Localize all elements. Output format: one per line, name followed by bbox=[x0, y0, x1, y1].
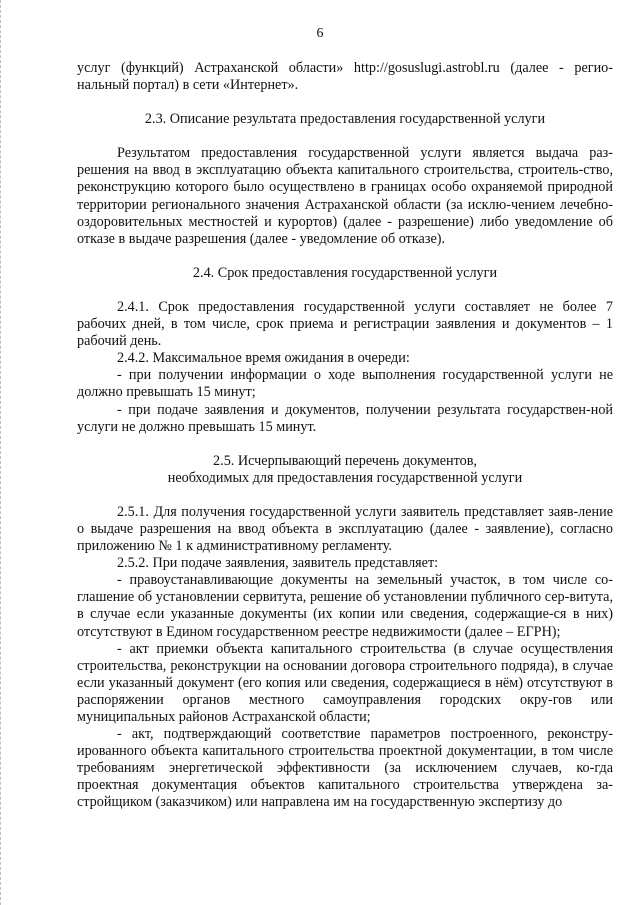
spacer bbox=[77, 487, 613, 504]
spacer bbox=[77, 94, 613, 111]
list-item-acceptance-act: - акт приемки объекта капитального строительства (в случае осуществления строительства, реконструкции на основании договора строительного подряда), в случае если указанный документ (его копия или сведения, содержащиеся в нём) отсутствуют в распоряжении органов местного самоуправления городских окру-гов или муниципальных районов Астраханской области; bbox=[77, 640, 613, 725]
list-item-land-documents: - правоустанавливающие документы на земельный участок, в том числе со-глашение об установлении сервитута, решение об установлении публичного сер-витута, в случае если указанные документы (их копии или сведения, содержащие-ся в них) отсутствуют в Едином государственном реестре недвижимости (далее – ЕГРН); bbox=[77, 572, 613, 640]
section-heading-2-5-line-1: 2.5. Исчерпывающий перечень документов, bbox=[213, 452, 477, 469]
list-item-info-wait: - при получении информации о ходе выполнения государственной услуги не должно превышать 15 минут; bbox=[77, 367, 613, 401]
section-heading-2-4: 2.4. Срок предоставления государственной услуги bbox=[192, 264, 498, 281]
paragraph-2-4-2: 2.4.2. Максимальное время ожидания в очереди: bbox=[117, 350, 410, 367]
list-item-compliance-act: - акт, подтверждающий соответствие параметров построенного, реконстру-ированного объекта капитального строительства проектной документации, в том числе требованиям энергетической эффективности (за исключением случаев, ко-гда проектная документация объектов капитального строительства утверждена за-стройщиком (заказчиком) или направлена им на государственную экспертизу до bbox=[77, 726, 613, 811]
page-number: 6 bbox=[316, 26, 324, 41]
paragraph-portal-reference: услуг (функций) Астраханской области» http://gosuslugi.astrobl.ru (далее - регио-нальный портал) в сети «Интернет». bbox=[77, 60, 613, 94]
paragraph-2-4-1: 2.4.1. Срок предоставления государственной услуги составляет не более 7 рабочих дней, в том числе, срок приема и регистрации заявления и документов – 1 рабочий день. bbox=[77, 298, 613, 350]
page-left-edge bbox=[0, 0, 4, 905]
list-item-submission-wait: - при подаче заявления и документов, получении результата государствен-ной услуги не должно превышать 15 минут. bbox=[77, 401, 613, 435]
section-heading-2-3: 2.3. Описание результата предоставления государственной услуги bbox=[144, 111, 546, 128]
paragraph-service-result: Результатом предоставления государственной услуги является выдача раз-решения на ввод в эксплуатацию объекта капитального строительства, строитель-ство, реконструкцию которого было осуществлено в границах особо охраняемой природной территории регионального значения Астраханской области (за исклю-чением лечебно-оздоровительных местностей и курортов) (далее - разрешение) либо уведомление об отказе в выдаче разрешения (далее - уведомление об отказе). bbox=[77, 145, 613, 247]
paragraph-2-5-1: 2.5.1. Для получения государственной услуги заявитель представляет заяв-ление о выдаче разрешения на ввод объекта в эксплуатацию (далее - заявление), согласно приложению № 1 к административному регламенту. bbox=[77, 503, 613, 555]
spacer bbox=[77, 128, 613, 145]
document-body bbox=[77, 60, 613, 812]
section-heading-2-5-line-2: необходимых для предоставления государственной услуги bbox=[167, 469, 523, 486]
spacer bbox=[77, 436, 613, 453]
spacer bbox=[77, 248, 613, 265]
paragraph-2-5-2: 2.5.2. При подаче заявления, заявитель представляет: bbox=[117, 555, 439, 572]
spacer bbox=[77, 282, 613, 299]
